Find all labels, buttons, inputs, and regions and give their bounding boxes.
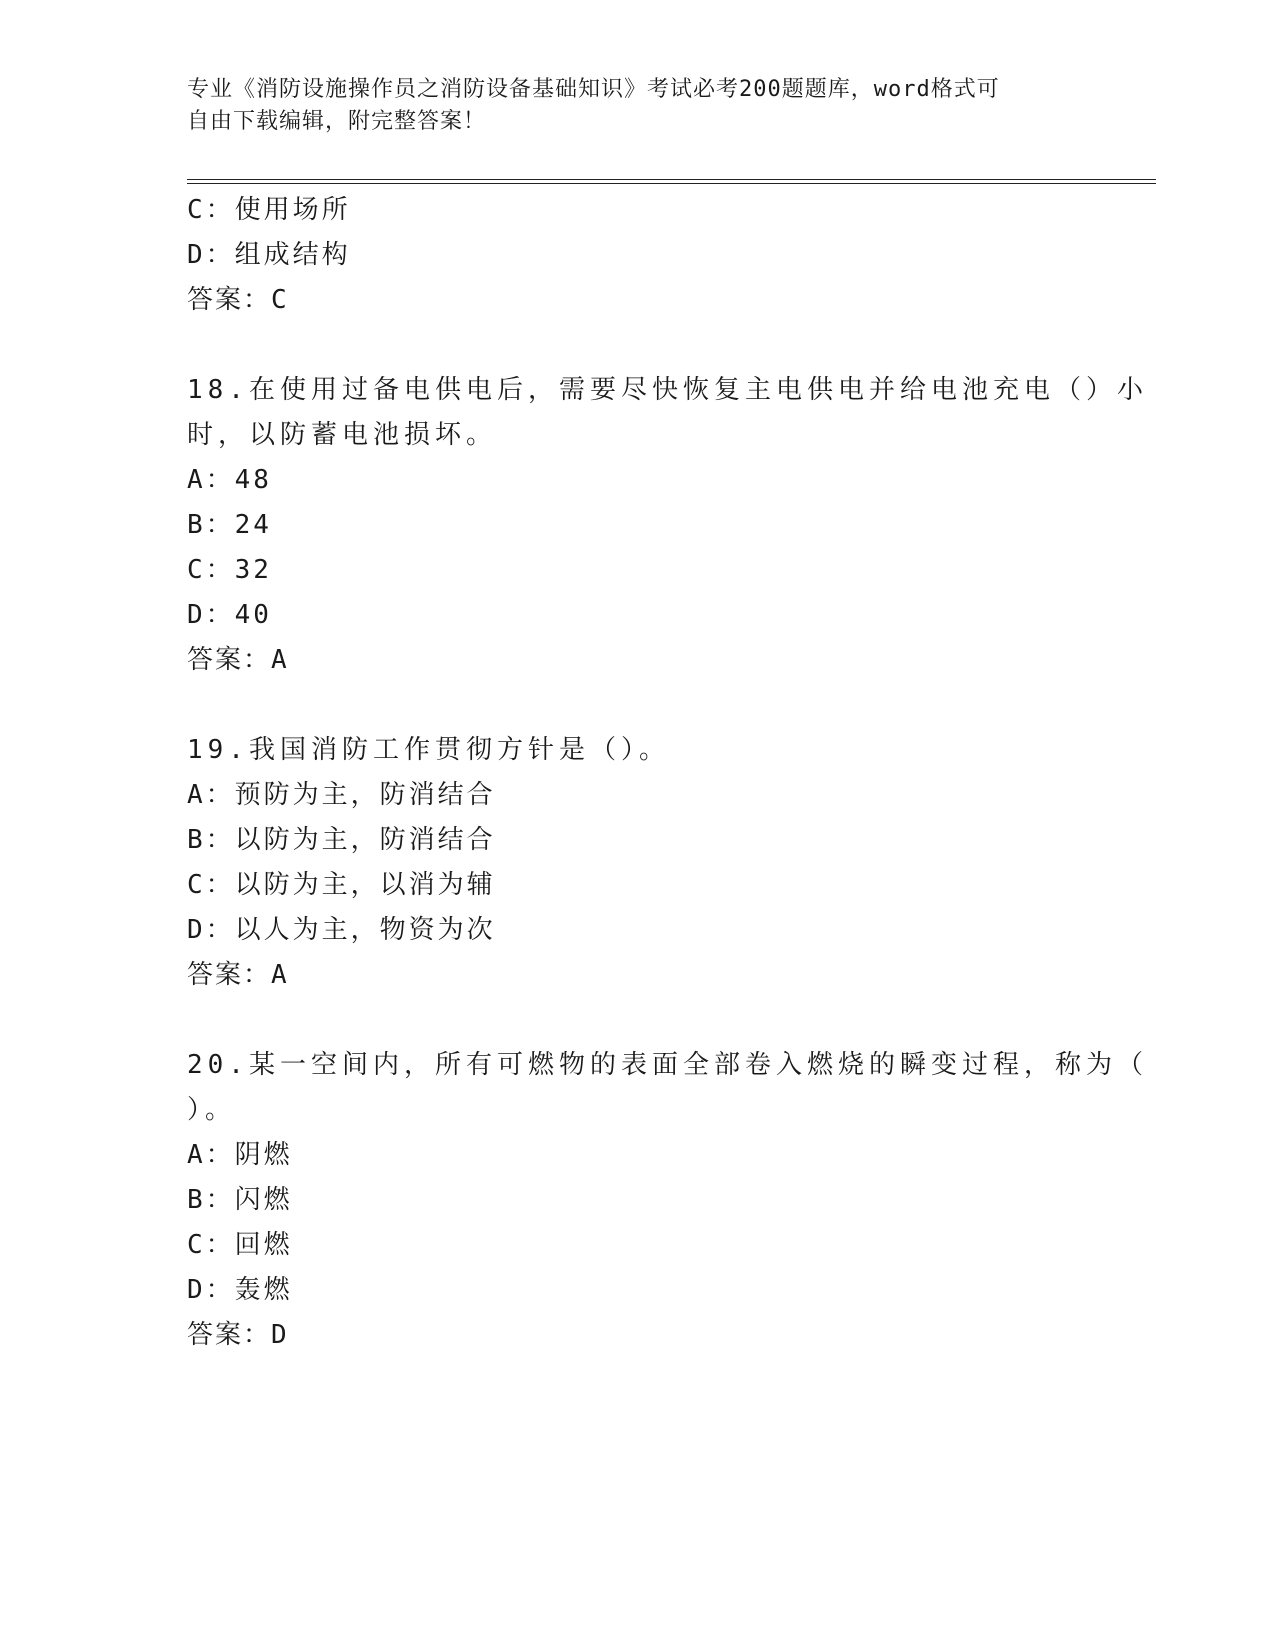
q17-option-c: C：使用场所 (187, 195, 351, 225)
q19-option-c: C：以防为主，以消为辅 (187, 870, 496, 900)
q17-option-d: D：组成结构 (187, 240, 351, 270)
q18-option-c: C：32 (187, 555, 272, 585)
header-divider-bottom (187, 183, 1156, 184)
q18-stem-line-2: 时，以防蓄电池损坏。 (187, 420, 498, 450)
q20-option-c: C：回燃 (187, 1230, 293, 1260)
q20-answer: 答案：D (187, 1320, 289, 1350)
document-header (187, 74, 1087, 138)
header-divider-top (187, 179, 1156, 180)
q20-option-d: D：轰燃 (187, 1275, 293, 1305)
q20-option-a: A：阴燃 (187, 1140, 293, 1170)
q18-option-a: A：48 (187, 465, 272, 495)
q18-option-b: B：24 (187, 510, 272, 540)
q20-stem-line-1: 20.某一空间内，所有可燃物的表面全部卷入燃烧的瞬变过程，称为（ (187, 1050, 1148, 1080)
q18-option-d: D：40 (187, 600, 272, 630)
q19-answer: 答案：A (187, 960, 289, 990)
q20-option-b: B：闪燃 (187, 1185, 293, 1215)
q19-option-b: B：以防为主，防消结合 (187, 825, 496, 855)
q19-stem-line-1: 19.我国消防工作贯彻方针是（）。 (187, 735, 670, 765)
q19-option-a: A：预防为主，防消结合 (187, 780, 496, 810)
q18-stem-line-1: 18.在使用过备电供电后，需要尽快恢复主电供电并给电池充电（）小 (187, 375, 1148, 405)
q17-answer: 答案：C (187, 285, 289, 315)
header-line-2: 自由下载编辑，附完整答案！ (187, 109, 487, 134)
q18-answer: 答案：A (187, 645, 289, 675)
q20-stem-line-2: ）。 (187, 1095, 237, 1125)
header-line-1: 专业《消防设施操作员之消防设备基础知识》考试必考200题题库，word格式可 (187, 77, 1000, 102)
q19-option-d: D：以人为主，物资为次 (187, 915, 496, 945)
